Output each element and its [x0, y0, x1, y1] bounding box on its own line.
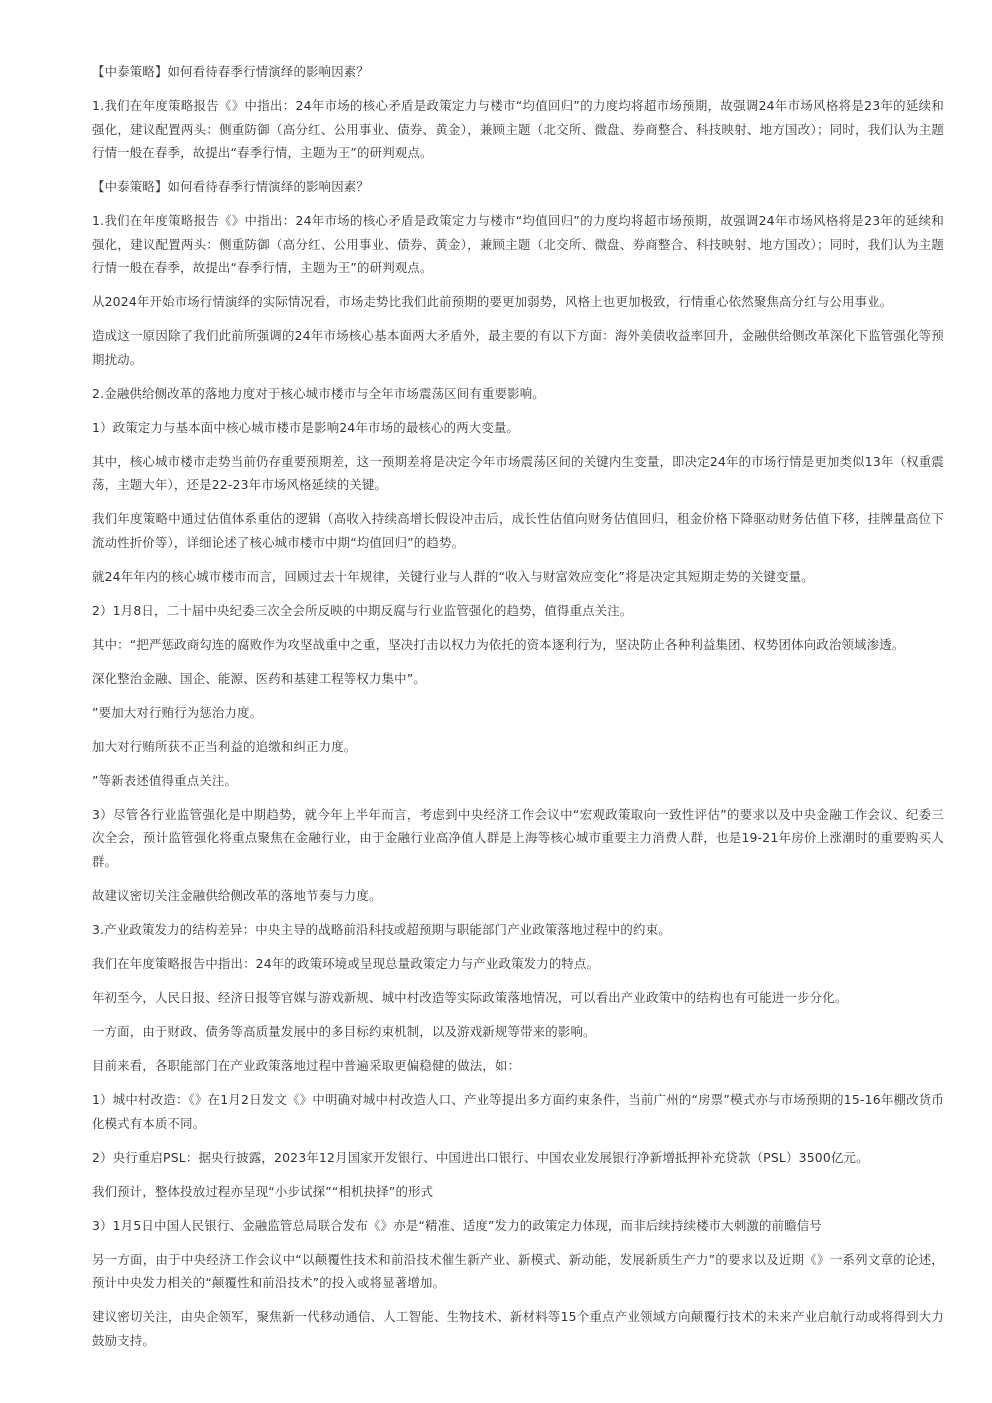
paragraph: 1）城中村改造：《》在1月2日发文《》中明确对城中村改造人口、产业等提出多方面约束条件，当前广州的“房票”模式亦与市场预期的15-16年棚改货币化模式有本质不同。	[92, 1091, 944, 1131]
paragraph: 2）央行重启PSL：据央行披露，2023年12月国家开发银行、中国进出口银行、中国农业发展银行净新增抵押补充贷款（PSL）3500亿元。	[92, 1149, 869, 1165]
paragraph: 3）1月5日中国人民银行、金融监管总局联合发布《》亦是“精准、适度”发力的政策定力体现，而非后续持续楼市大刺激的前瞻信号	[92, 1217, 822, 1233]
paragraph: 故建议密切关注金融供给侧改革的落地节奏与力度。	[92, 888, 382, 904]
paragraph: 深化整治金融、国企、能源、医药和基建工程等权力集中”。	[92, 670, 426, 686]
paragraph: 2）1月8日，二十届中央纪委三次全会所反映的中期反腐与行业监管强化的趋势，值得重点关注。	[92, 602, 633, 618]
paragraph: 加大对行贿所获不正当利益的追缴和纠正力度。	[92, 738, 357, 754]
section-heading: 3.产业政策发力的结构差异：中央主导的战略前沿科技或超预期与职能部门产业政策落地过程中的约束。	[92, 922, 671, 938]
article-body	[92, 60, 944, 1363]
paragraph: 1.我们在年度策略报告《》中指出：24年市场的核心矛盾是政策定力与楼市“均值回归”的力度均将超市场预期，故强调24年市场风格将是23年的延续和强化，建议配置两头：侧重防御（高分红、公用事业、债券、黄金），兼顾主题（北交所、微盘、券商整合、科技映射、地方国改）；同时，我们认为主题行情一般在春季，故提出“春季行情，主题为王”的研判观点。	[92, 97, 944, 161]
paragraph: 目前来看，各职能部门在产业政策落地过程中普遍采取更偏稳健的做法，如：	[92, 1057, 521, 1073]
paragraph: 其中，核心城市楼市走势当前仍存重要预期差，这一预期差将是决定今年市场震荡区间的关键内生变量，即决定24年的市场行情是更加类似13年（权重震荡，主题大年），还是22-23年市场风格延续的关键。	[92, 453, 944, 493]
paragraph: 造成这一原因除了我们此前所强调的24年市场核心基本面两大矛盾外，最主要的有以下方面：海外美债收益率回升，金融供给侧改革深化下监管强化等预期扰动。	[92, 328, 944, 367]
paragraph: 3）尽管各行业监管强化是中期趋势，就今年上半年而言，考虑到中央经济工作会议中“宏观政策取向一致性评估”的要求以及中央金融工作会议、纪委三次全会，预计监管强化将重点聚焦在金融行业，由于金融行业高净值人群是上海等核心城市重要主力消费人群，也是19-21年房价上涨潮时的重要购买人群。	[92, 806, 944, 870]
paragraph: 从2024年开始市场行情演绎的实际情况看，市场走势比我们此前预期的要更加弱势，风格上也更加极致，行情重心依然聚焦高分红与公用事业。	[92, 294, 893, 310]
paragraph: 1）政策定力与基本面中核心城市楼市是影响24年市场的最核心的两大变量。	[92, 419, 520, 435]
article-heading: 【中泰策略】如何看待春季行情演绎的影响因素？	[92, 179, 369, 195]
paragraph: 建议密切关注，由央企领军，聚焦新一代移动通信、人工智能、生物技术、新材料等15个重点产业领域方向颠覆行技术的未来产业启航行动或将得到大力鼓励支持。	[92, 1309, 944, 1348]
paragraph: ”要加大对行贿行为惩治力度。	[92, 704, 263, 720]
paragraph: 就24年年内的核心城市楼市而言，回顾过去十年规律，关键行业与人群的“收入与财富效应变化”将是决定其短期走势的关键变量。	[92, 569, 814, 584]
paragraph: 年初至今，人民日报、经济日报等官媒与游戏新规、城中村改造等实际政策落地情况，可以看出产业政策中的结构也有可能进一步分化。	[92, 990, 848, 1006]
paragraph: 我们年度策略中通过估值体系重估的逻辑（高收入持续高增长假设冲击后，成长性估值向财务估值回归，租金价格下降驱动财务估值下移，挂牌量高位下流动性折价等），详细论述了核心城市楼市中期“均值回归”的趋势。	[92, 511, 944, 551]
paragraph: ”等新表述值得重点关注。	[92, 772, 238, 788]
section-heading: 2.金融供给侧改革的落地力度对于核心城市楼市与全年市场震荡区间有重要影响。	[92, 385, 545, 401]
paragraph: 1.我们在年度策略报告《》中指出：24年市场的核心矛盾是政策定力与楼市“均值回归”的力度均将超市场预期，故强调24年市场风格将是23年的延续和强化，建议配置两头：侧重防御（高分红、公用事业、债券、黄金），兼顾主题（北交所、微盘、券商整合、科技映射、地方国改）；同时，我们认为主题行情一般在春季，故提出“春季行情，主题为王”的研判观点。	[92, 213, 944, 276]
paragraph: 一方面，由于财政、债务等高质量发展中的多目标约束机制，以及游戏新规等带来的影响。	[92, 1024, 596, 1039]
paragraph: 我们在年度策略报告中指出：24年的政策环境或呈现总量政策定力与产业政策发力的特点。	[92, 956, 600, 972]
paragraph: 我们预计，整体投放过程亦呈现“小步试探”“相机抉择”的形式	[92, 1183, 434, 1199]
paragraph: 其中：“把严惩政商勾连的腐败作为攻坚战重中之重，坚决打击以权力为依托的资本逐利行为，坚决防止各种利益集团、权势团体向政治领域渗透。	[92, 636, 905, 652]
article-heading: 【中泰策略】如何看待春季行情演绎的影响因素？	[92, 64, 369, 79]
paragraph: 另一方面，由于中央经济工作会议中“以颠覆性技术和前沿技术催生新产业、新模式、新动能，发展新质生产力”的要求以及近期《》一系列文章的论述，预计中央发力相关的“颠覆性和前沿技术”的投入或将显著增加。	[92, 1251, 944, 1291]
